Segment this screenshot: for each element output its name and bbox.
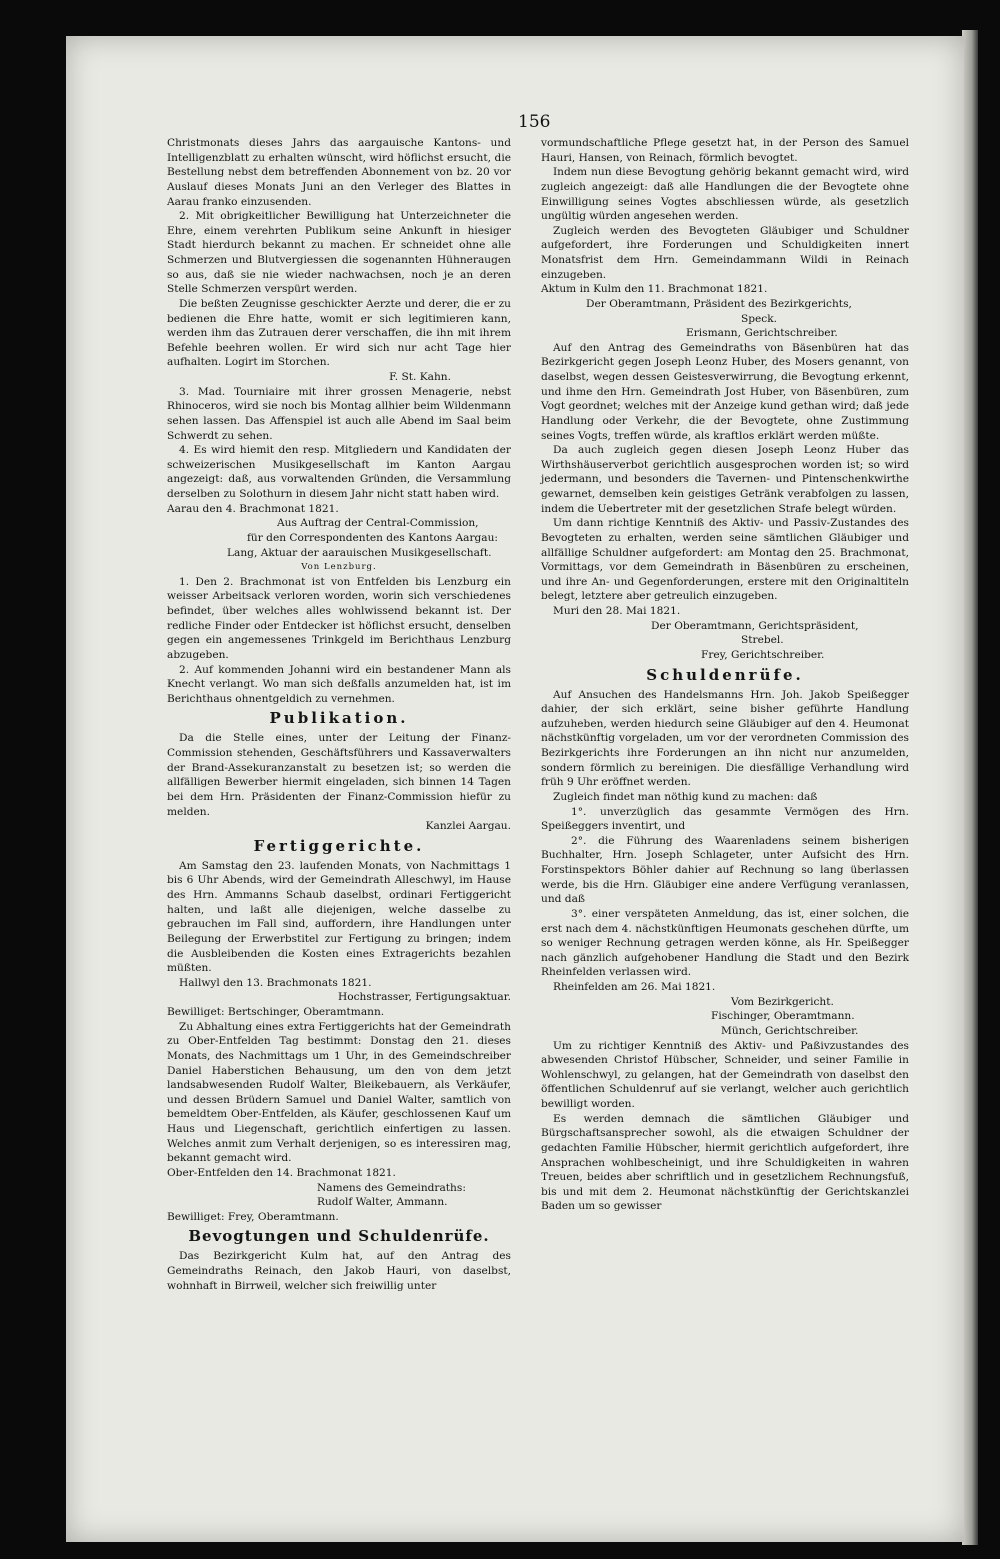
paragraph: Da auch zugleich gegen diesen Joseph Leonz Huber das Wirthshäuserverbot gerichtlich ausgesprochen worden ist; so wird jedermann, und besonders die Tavernen- und Pintenschenkwirthe gewarnet, demselben kein geistiges Getränk verabfolgen zu lassen, indem die Uebertreter mit der gesetzlichen Strafe belegt würden. bbox=[541, 444, 909, 515]
paragraph: Auf den Antrag des Gemeindraths von Bäsenbüren hat das Bezirkgericht gegen Joseph Leonz Huber, des Mosers genannt, von daselbst, wegen dessen Geistesverwirrung, die Bevogtung erkennt, und ihme den Hrn. Gemeindrath Jost Huber, von Bäsenbüren, zum Vogt geordnet; welches mit der Anzeige kund gethan wird; daß jede Handlung oder Verkehr, die der Bevogtete, ohne Zustimmung seines Vogts, treffen würde, als kraftlos erklärt werden müßte. bbox=[541, 341, 909, 442]
signature: für den Correspondenten des Kantons Aargau: bbox=[247, 531, 498, 544]
approval: Bewilliget: Frey, Oberamtmann. bbox=[167, 1210, 339, 1223]
approval: Bewilliget: Bertschinger, Oberamtmann. bbox=[167, 1006, 385, 1018]
right-column bbox=[541, 136, 909, 1214]
signature: Erismann, Gerichtschreiber. bbox=[686, 327, 838, 340]
paragraph: vormundschaftliche Pflege gesetzt hat, in der Person des Samuel Hauri, Hansen, von Reinach, förmlich bevogtet. bbox=[541, 137, 909, 164]
signature: Hochstrasser, Fertigungsaktuar. bbox=[337, 991, 511, 1004]
paragraph: Indem nun diese Bevogtung gehörig bekannt gemacht wird, wird zugleich angezeigt: daß alle Handlungen die der Bevogtete ohne Einwilligung seines Vogtes abschliessen würde, als gesetzlich ungültig würden angesehen werden. bbox=[541, 166, 909, 223]
signature: Vom Bezirkgericht. bbox=[731, 995, 834, 1008]
paragraph: Die beßten Zeugnisse geschickter Aerzte und derer, die er zu bedienen die Ehre hatte, womit er sich legitimieren kann, werden ihm das Zutrauen derer verschaffen, die ihn mit ihrem Befehle beehren wollen. Er wird sich nur acht Tage hier aufhalten. Logirt im Storchen. bbox=[167, 297, 511, 369]
paragraph: 2. Mit obrigkeitlicher Bewilligung hat Unterzeichneter die Ehre, einem verehrten Publikum seine Ankunft in hiesiger Stadt hierdurch bekannt zu machen. Er schneidet ohne alle Schmerzen und Blutvergiessen die sogenannten Hühneraugen so aus, daß sie nie wieder nachwachsen, noch je an deren Stelle Schmerzen verspürt werden. bbox=[167, 210, 511, 296]
signature: Namens des Gemeindraths: bbox=[317, 1181, 466, 1194]
signature: F. St. Kahn. bbox=[389, 371, 451, 383]
paragraph: Am Samstag den 23. laufenden Monats, von Nachmittags 1 bis 6 Uhr Abends, wird der Gemeindrath Alleschwyl, im Hause des Hrn. Ammanns Schaub daselbst, ordinari Fertiggericht halten, und laßt alle diejenigen, welche dasselbe zu gebrauchen im Fall sind, auffordern, ihre Handlungen unter Beilegung der Erwerbstitel zur Fertigung zu bringen; indem die Ausbleibenden die Kosten eines Extragerichts bezahlen müßten. bbox=[167, 859, 511, 975]
signature: Der Oberamtmann, Präsident des Bezirkgerichts, bbox=[586, 297, 852, 310]
left-column bbox=[167, 136, 511, 1293]
paragraph: Zu Abhaltung eines extra Fertiggerichts hat der Gemeindrath zu Ober-Entfelden Tag bestimmt: Donstag den 21. dieses Monats, des Nachmittags um 1 Uhr, in des Gemeindschreiber Daniel Haberstichen Behausung, um den von dem jetzt landsabwesenden Rudolf Walter, Bleikebauern, als Verkäufer, und dessen Brüdern Samuel und Daniel Walter, samtlich von bemeldtem Ober-Entfelden, als Käufer, geschlossenen Kauf um Haus und Liegenschaft, gerichtlich einfertigen zu lassen. Welches anmit zum Verhalt derjenigen, so es interessiren mag, bekannt gemacht wird. bbox=[167, 1020, 511, 1165]
place-date: Muri den 28. Mai 1821. bbox=[553, 605, 681, 617]
paragraph: Das Bezirkgericht Kulm hat, auf den Antrag des Gemeindraths Reinach, den Jakob Hauri, von daselbst, wohnhaft in Birrweil, welcher sich freiwillig unter bbox=[167, 1250, 511, 1292]
paragraph: Auf Ansuchen des Handelsmanns Hrn. Joh. Jakob Speißegger dahier, der sich erklärt, seine bisher geführte Handlung aufzuheben, werden hiedurch seine Gläubiger auf den 4. Heumonat nächstkünftig vorgeladen, um vor der verordneten Commission des Bezirkgerichts ihre Forderungen an ihn nicht nur anzumelden, sondern förmlich zu bereinigen. Die diesfällige Verhandlung wird früh 9 Uhr eröffnet werden. bbox=[541, 688, 909, 789]
paragraph: 3°. einer verspäteten Anmeldung, das ist, einer solchen, die erst nach dem 4. nächstkünftigen Heumonats geschehen dürfte, um so weniger Rechnung getragen werden könne, als Hr. Speißegger nach gänzlich aufgehobener Handlung die Stadt und den Bezirk Rheinfelden verlassen wird. bbox=[541, 907, 909, 979]
place-date: Hallwyl den 13. Brachmonats 1821. bbox=[179, 976, 372, 989]
signature: Rudolf Walter, Ammann. bbox=[317, 1196, 448, 1209]
paragraph: Zugleich werden des Bevogteten Gläubiger und Schuldner aufgefordert, ihre Forderungen und Schuldigkeiten innert Monatsfrist dem Hrn. Gemeindammann Wildi in Reinach einzugeben. bbox=[541, 224, 909, 281]
place-date: Ober-Entfelden den 14. Brachmonat 1821. bbox=[167, 1166, 396, 1179]
paragraph: 2°. die Führung des Waarenladens seinem bisherigen Buchhalter, Hrn. Joseph Schlageter, unter Aufsicht des Hrn. Forstinspektors Böhler dahier auf Rechnung so lang überlassen werde, bis die Hrn. Gläubiger eine andere Verfügung veranlassen, und daß bbox=[541, 834, 909, 906]
section-heading: Bevogtungen und Schuldenrüfe. bbox=[188, 1227, 490, 1246]
paragraph: Es werden demnach die sämtlichen Gläubiger und Bürgschaftsansprecher sowohl, als die etwaigen Schuldner der gedachten Familie Hübscher, hiermit gerichtlich aufgefordert, ihre Ansprachen wohlbescheinigt, und ihre Schuldigkeiten in wahren Treuen, beides aber schriftlich und in gesetzlichem Rechnungsfuß, bis und mit dem 2. Heumonat nächstkünftig der Gerichtskanzlei Baden um so gewisser bbox=[541, 1112, 909, 1213]
paragraph: 2. Auf kommenden Johanni wird ein bestandener Mann als Knecht verlangt. Wo man sich deßfalls anzumelden hat, ist im Berichthaus ohnentgeldich zu vernehmen. bbox=[167, 663, 511, 705]
paragraph: Um zu richtiger Kenntniß des Aktiv- und Paßivzustandes des abwesenden Christof Hübscher, Schneider, und seiner Familie in Wohlenschwyl, zu gelangen, hat der Gemeindrath von daselbst den öffentlichen Schuldenruf auf sie verlangt, welcher auch gerichtlich bewilligt worden. bbox=[541, 1039, 909, 1110]
signature: Aus Auftrag der Central-Commission, bbox=[277, 517, 479, 530]
signature: Speck. bbox=[741, 312, 778, 325]
signature: Strebel. bbox=[741, 634, 784, 647]
subheading: Von Lenzburg. bbox=[301, 562, 377, 573]
paragraph: Zugleich findet man nöthig kund zu machen: daß bbox=[553, 790, 818, 803]
paragraph: 3. Mad. Tourniaire mit ihrer grossen Menagerie, nebst Rhinoceros, wird sie noch bis Montag allhier beim Wildenmann sehen lassen. Das Affenspiel ist auch alle Abend im Saal beim Schwerdt zu sehen. bbox=[167, 385, 511, 442]
paragraph: 4. Es wird hiemit den resp. Mitgliedern und Kandidaten der schweizerischen Musikgesellschaft im Kanton Aargau angezeigt: daß, aus vorwaltenden Gründen, die Versammlung derselben zu Solothurn in diesem Jahr nicht statt haben wird. bbox=[167, 444, 511, 500]
section-heading: Fertiggerichte. bbox=[253, 836, 425, 855]
paragraph: Um dann richtige Kenntniß des Aktiv- und Passiv-Zustandes des Bevogteten zu erhalten, werden seine sämtlichen Gläubiger und allfällige Schuldner aufgefordert: am Montag den 25. Brachmonat, Vormittags, vor dem Gemeindrath in Bäsenbüren zu erscheinen, und ihre An- und Gegenforderungen, erstere mit den Originaltiteln belegt, letztere aber getreulich einzugeben. bbox=[541, 517, 909, 603]
place-date: Rheinfelden am 26. Mai 1821. bbox=[553, 981, 716, 993]
signature: Der Oberamtmann, Gerichtspräsident, bbox=[651, 619, 859, 632]
paragraph: Da die Stelle eines, unter der Leitung der Finanz-Commission stehenden, Geschäftsführers und Kassaverwalters der Brand-Assekuranzanstalt zu besetzen ist; so werden die allfälligen Bewerber hiermit eingeladen, sich binnen 14 Tagen bei dem Hrn. Präsidenten der Finanz-Commission hiefür zu melden. bbox=[167, 732, 511, 818]
next-page-edge bbox=[962, 30, 978, 1545]
signature: Kanzlei Aargau. bbox=[425, 820, 511, 833]
signature: Frey, Gerichtschreiber. bbox=[701, 648, 825, 661]
signature: Fischinger, Oberamtmann. bbox=[711, 1010, 855, 1023]
section-heading: Schuldenrüfe. bbox=[646, 665, 804, 684]
section-heading: Publikation. bbox=[269, 709, 409, 728]
signature: Lang, Aktuar der aarauischen Musikgesellschaft. bbox=[227, 546, 492, 559]
page-number: 156 bbox=[518, 112, 551, 132]
paragraph: Christmonats dieses Jahrs das aargauische Kantons- und Intelligenzblatt zu erhalten wünscht, wird höflichst ersucht, die Bestellung nebst dem betreffenden Abonnement von bz. 20 vor Auslauf dieses Monats Juni an den Verleger des Blattes in Aarau franko einzusenden. bbox=[167, 137, 511, 208]
place-date: Aktum in Kulm den 11. Brachmonat 1821. bbox=[541, 283, 768, 296]
signature: Münch, Gerichtschreiber. bbox=[721, 1024, 859, 1037]
paragraph: 1. Den 2. Brachmonat ist von Entfelden bis Lenzburg ein weisser Arbeitsack verloren worden, worin sich verschiedenes befindet, über welches alles wohlwissend bekannt ist. Der redliche Finder oder Entdecker ist höflichst ersucht, denselben gegen ein angemessenes Trinkgeld im Berichthaus Lenzburg abzugeben. bbox=[167, 575, 511, 661]
place-date: Aarau den 4. Brachmonat 1821. bbox=[167, 502, 339, 515]
paragraph: 1°. unverzüglich das gesammte Vermögen des Hrn. Speißeggers inventirt, und bbox=[541, 805, 909, 833]
